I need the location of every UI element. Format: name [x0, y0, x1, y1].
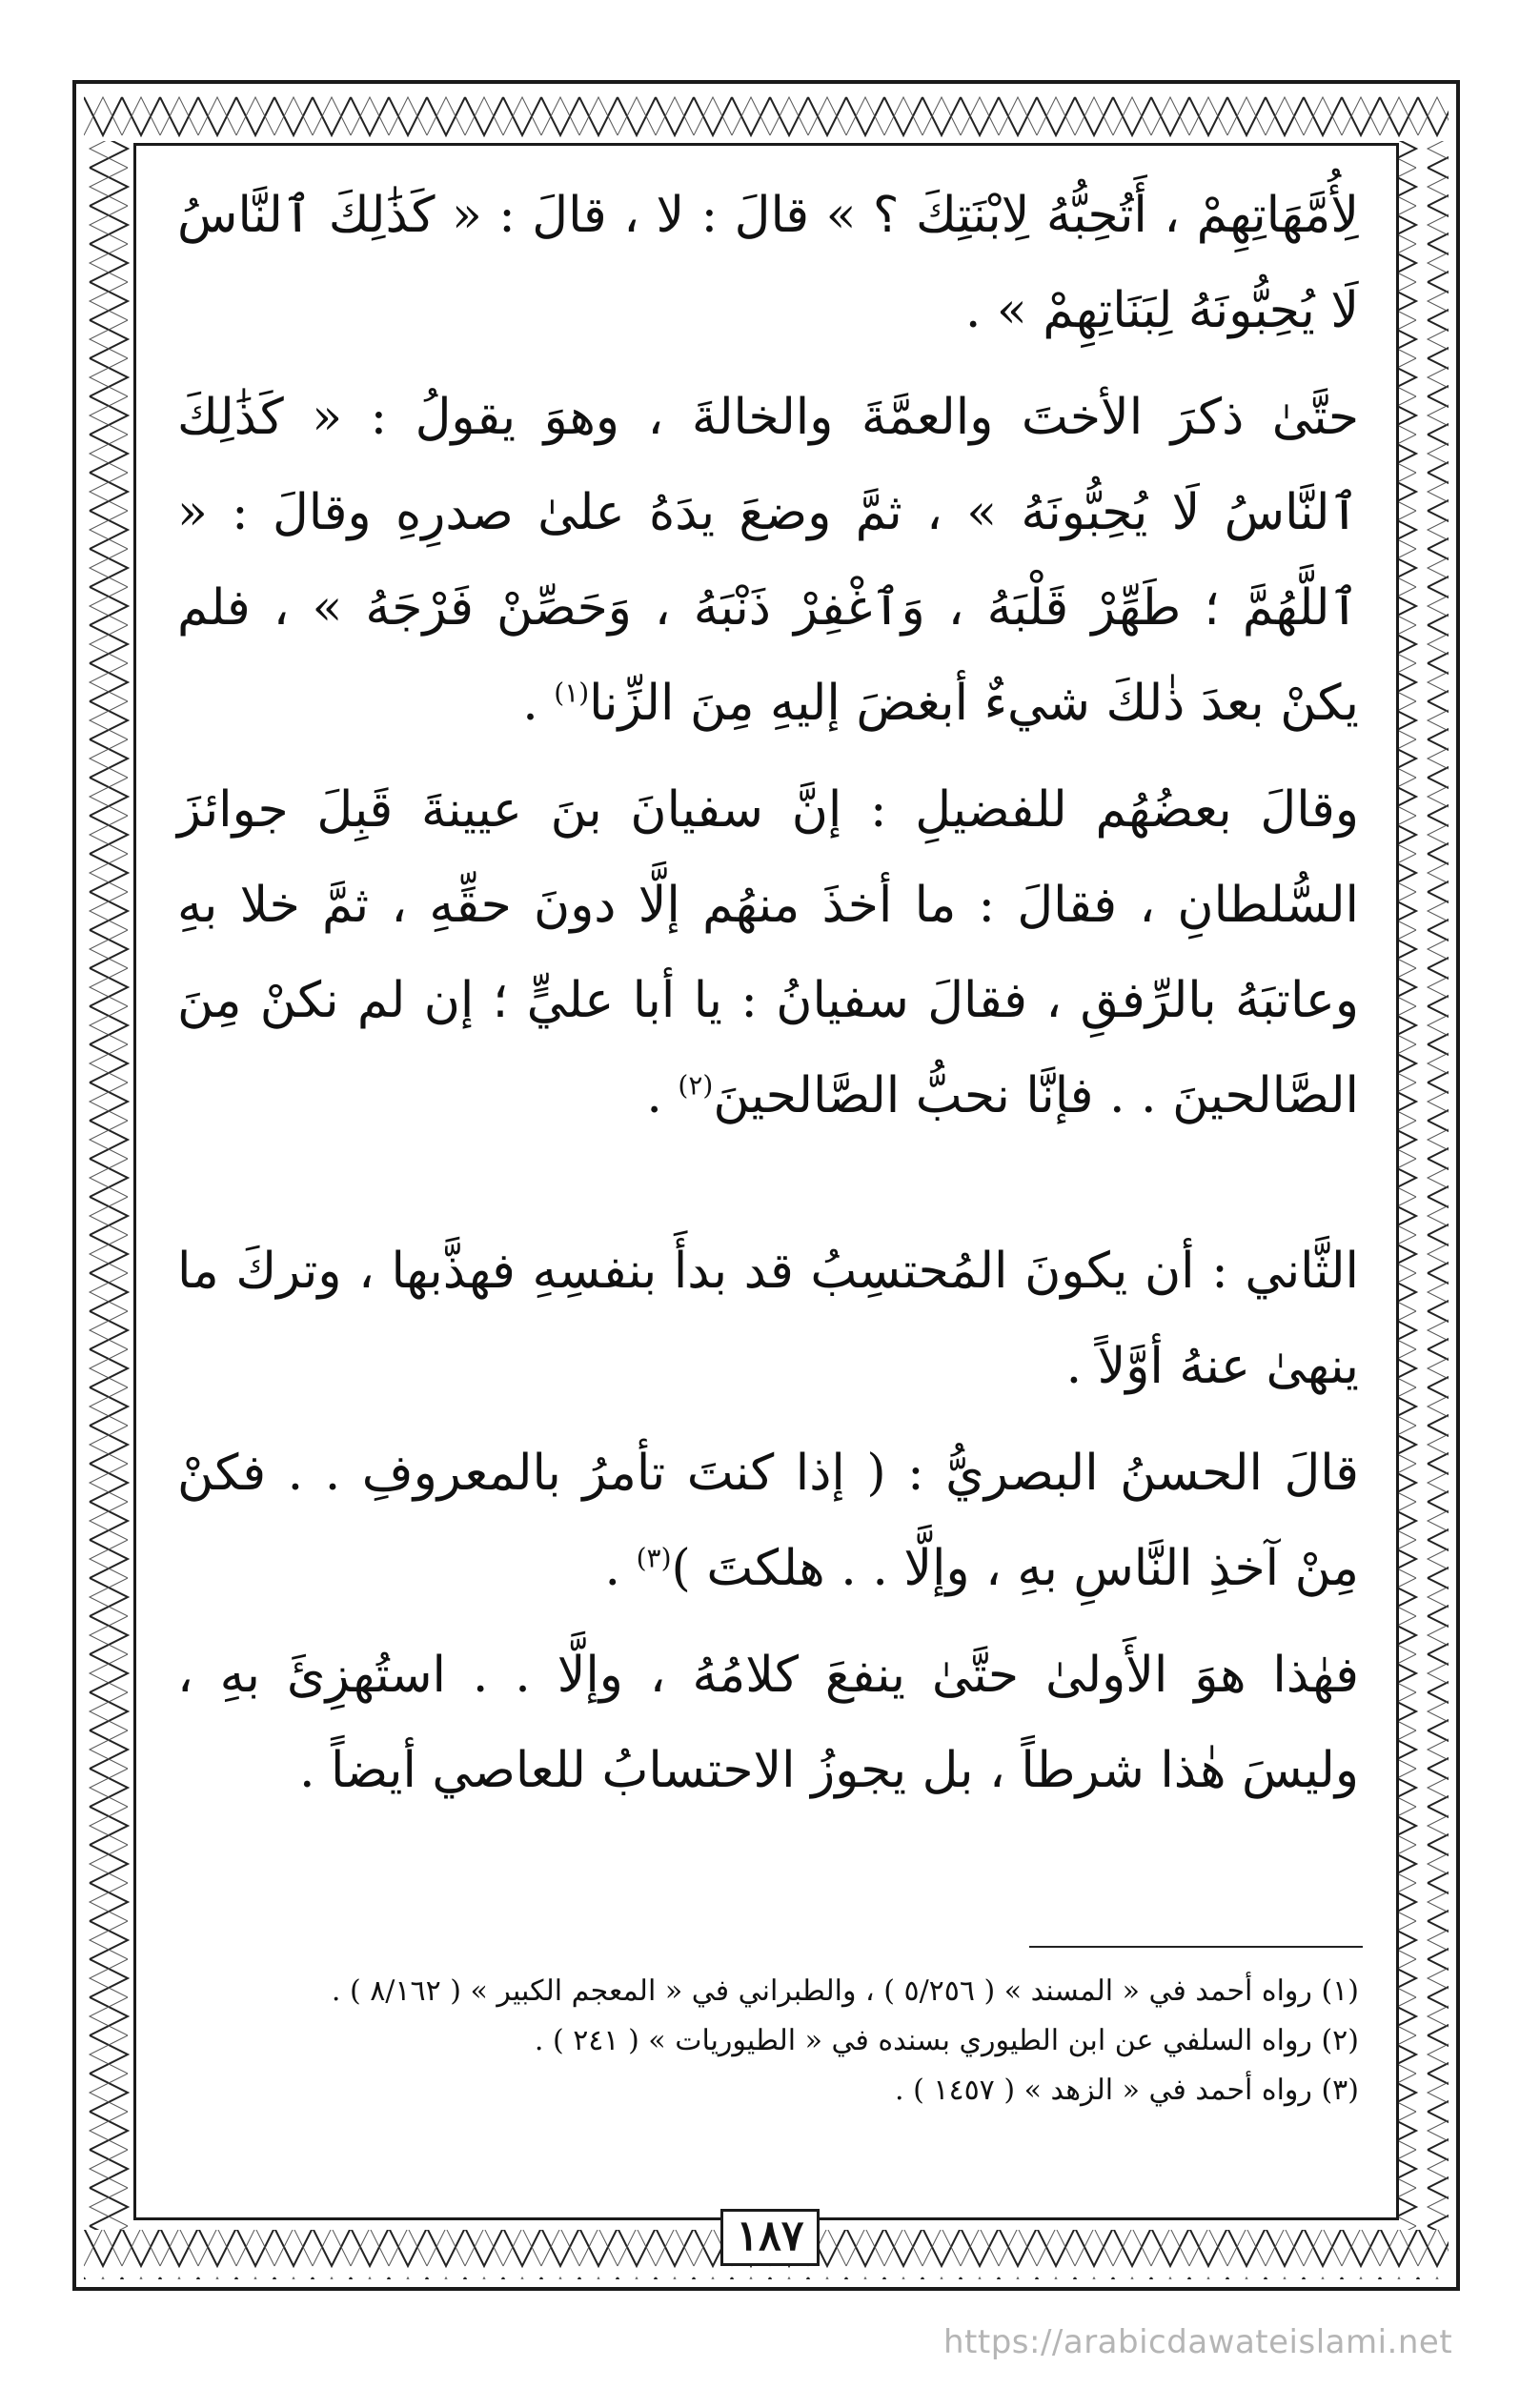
footnote-1: (١) رواه أحمد في « المسند » ( ٥/٢٥٦ ) ، والطبراني في « المعجم الكبير » ( ٨/١٦٢ ) . — [331, 1974, 1359, 2008]
page-number: ١٨٧ — [720, 2209, 820, 2266]
paragraph-5-text: قالَ الحسنُ البصريُّ : ( إذا كنتَ تأمرُ بالمعروفِ . . فكنْ مِنْ آخذِ النَّاسِ بهِ ، وإلَّا . . هلكتَ ) — [177, 1445, 1359, 1597]
footnotes — [177, 1967, 1359, 2115]
footnote-separator — [1029, 1946, 1363, 1948]
footnote-ref-1: (١) — [554, 677, 590, 709]
footnote-ref-3: (٣) — [636, 1542, 672, 1574]
paragraph-6: فهٰذا هوَ الأَولىٰ حتَّىٰ ينفعَ كلامُهُ ، وإلَّا . . استُهزِئَ بهِ ، وليسَ هٰذا شرطاً ، بل يجوزُ الاحتسابُ للعاصي أيضاً . — [177, 1647, 1359, 1799]
paragraph-2-text: حتَّىٰ ذكرَ الأختَ والعمَّةَ والخالةَ ، وهوَ يقولُ : « كَذَٰلِكَ ٱلنَّاسُ لَا يُحِبُّونَهُ » ، ثمَّ وضعَ يدَهُ علىٰ صدرِهِ وقالَ : « ٱللَّهُمَّ ؛ طَهِّرْ قَلْبَهُ ، وَٱغْفِرْ ذَنْبَهُ ، وَحَصِّنْ فَرْجَهُ » ، فلم يكنْ بعدَ ذٰلكَ شيءٌ أبغضَ إليهِ مِنَ الزِّنا — [177, 389, 1359, 732]
footnote-2: (٢) رواه السلفي عن ابن الطيوري بسنده في « الطيوريات » ( ٢٤١ ) . — [534, 2024, 1359, 2057]
paragraph-2: حتَّىٰ ذكرَ الأختَ والعمَّةَ والخالةَ ، وهوَ يقولُ : « كَذَٰلِكَ ٱلنَّاسُ لَا يُحِبُّونَهُ » ، ثمَّ وضعَ يدَهُ علىٰ صدرِهِ وقالَ : « ٱللَّهُمَّ ؛ طَهِّرْ قَلْبَهُ ، وَٱغْفِرْ ذَنْبَهُ ، وَحَصِّنْ فَرْجَهُ » ، فلم يكنْ بعدَ ذٰلكَ شيءٌ أبغضَ إليهِ مِنَ الزِّنا$^{(١)}$ . — [177, 389, 1359, 732]
footnote-ref-2: (٢) — [678, 1069, 714, 1102]
paragraph-3-text: وقالَ بعضُهُم للفضيلِ : إنَّ سفيانَ بنَ عيينةَ قَبِلَ جوائزَ السُّلطانِ ، فقالَ : ما أخذَ منهُم إلَّا دونَ حقِّهِ ، ثمَّ خلا بهِ وعاتبَهُ بالرِّفقِ ، فقالَ سفيانُ : يا أبا عليٍّ ؛ إن لم نكنْ مِنَ الصَّالحينَ . . فإنَّا نحبُّ الصَّالحينَ — [177, 781, 1359, 1124]
paragraph-5: قالَ الحسنُ البصريُّ : ( إذا كنتَ تأمرُ بالمعروفِ . . فكنْ مِنْ آخذِ النَّاسِ بهِ ، وإلَّا . . هلكتَ )$^{(٣)}$ . — [177, 1445, 1359, 1597]
watermark: https://arabicdawateislami.net — [943, 2323, 1453, 2361]
paragraph-3: وقالَ بعضُهُم للفضيلِ : إنَّ سفيانَ بنَ عيينةَ قَبِلَ جوائزَ السُّلطانِ ، فقالَ : ما أخذَ منهُم إلَّا دونَ حقِّهِ ، ثمَّ خلا بهِ وعاتبَهُ بالرِّفقِ ، فقالَ سفيانُ : يا أبا عليٍّ ؛ إن لم نكنْ مِنَ الصَّالحينَ . . فإنَّا نحبُّ الصَّالحينَ$^{(٢)}$ . — [177, 781, 1359, 1124]
main-text — [177, 168, 1359, 1997]
paragraph-4: الثَّاني : أن يكونَ المُحتسِبُ قد بدأَ بنفسِهِ فهذَّبها ، وتركَ ما ينهىٰ عنهُ أوَّلاً . — [177, 1243, 1359, 1395]
footnote-3: (٣) رواه أحمد في « الزهد » ( ١٤٥٧ ) . — [895, 2074, 1359, 2107]
paragraph-1: لِأُمَّهَاتِهِمْ ، أَتُحِبُّهُ لِابْنَتِكَ ؟ » قالَ : لا ، قالَ : « كَذَٰلِكَ ٱلنَّاسُ لَا يُحِبُّونَهُ لِبَنَاتِهِمْ » . — [177, 187, 1359, 339]
